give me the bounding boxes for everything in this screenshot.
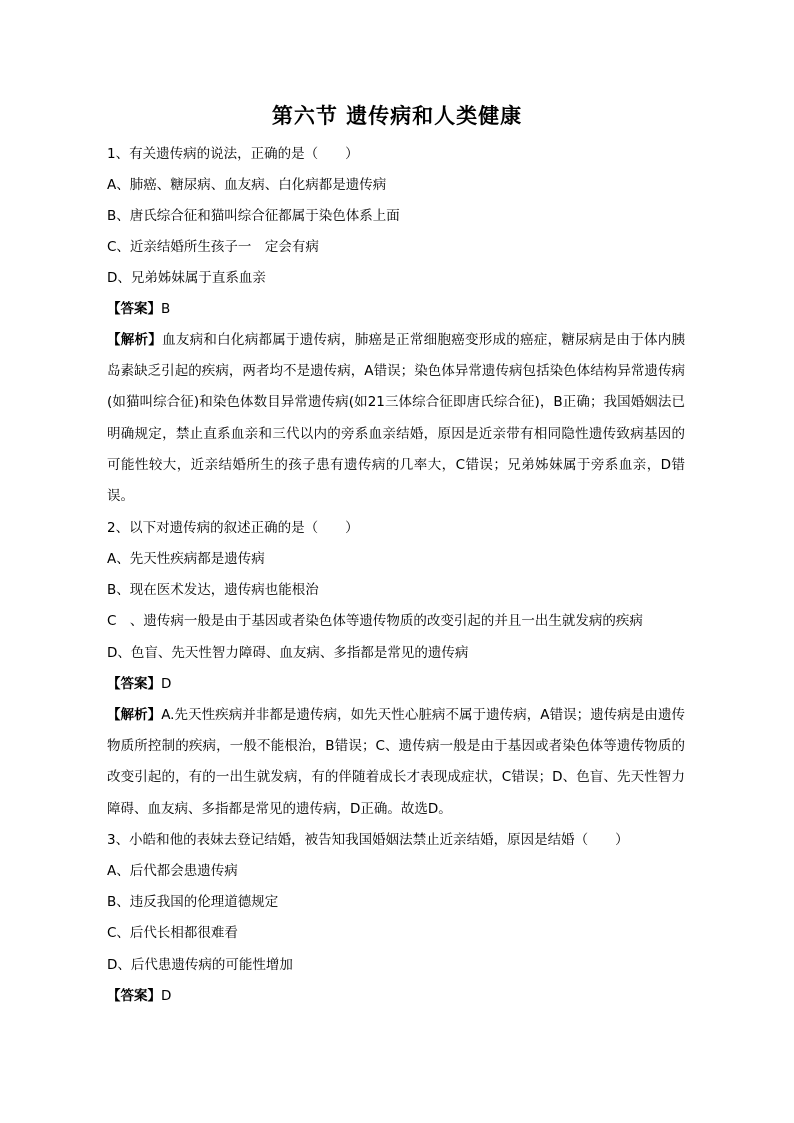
question-1-option-d: D、兄弟姊妹属于直系血亲: [107, 270, 266, 286]
answer-value: D: [161, 988, 172, 1004]
question-1-option-b: B、唐氏综合征和猫叫综合征都属于染色体系上面: [107, 208, 400, 224]
question-2-option-b: B、现在医术发达，遗传病也能根治: [107, 582, 319, 598]
question-2-option-a: A、先天性疾病都是遗传病: [107, 551, 265, 567]
question-3-option-b: B、违反我国的伦理道德规定: [107, 894, 279, 910]
analysis-tag: 【解析】: [107, 707, 162, 723]
question-3-answer: [107, 986, 171, 1006]
answer-tag: 【答案】: [107, 301, 161, 317]
analysis-text: A.先天性疾病并非都是遗传病，如先天性心脏病不属于遗传病，A错误；遗传病是由遗传物质所控制的疾病，一般不能根治，B错误；C、遗传病一般是由于基因或者染色体等遗传物质的改变引起的，有的一出生就发病，有的伴随着成长才表现成症状，C错误；D、色盲、先天性智力障碍、血友病、多指都是常见的遗传病，D正确。故选D。: [107, 707, 685, 817]
question-3-stem: 3、小皓和他的表妹去登记结婚，被告知我国婚姻法禁止近亲结婚，原因是结婚（ ）: [107, 832, 629, 848]
question-3-option-c: C、后代长相都很难看: [107, 925, 238, 941]
question-2-stem: 2、以下对遗传病的叙述正确的是（ ）: [107, 520, 359, 536]
question-1-analysis: [107, 325, 685, 512]
analysis-text: 血友病和白化病都属于遗传病，肺癌是正常细胞癌变形成的癌症，糖尿病是由于体内胰岛素缺乏引起的疾病，两者均不是遗传病，A错误；染色体异常遗传病包括染色体结构异常遗传病(如猫叫综合征)和染色体数目异常遗传病(如21三体综合征即唐氏综合征)，B正确；我国婚姻法已明确规定，禁止直系血亲和三代以内的旁系血亲结婚，原因是近亲带有相同隐性遗传致病基因的可能性较大，近亲结婚所生的孩子患有遗传病的几率大，C错误；兄弟姊妹属于旁系血亲，D错误。: [107, 332, 686, 505]
answer-value: D: [161, 676, 172, 692]
question-2-analysis: [107, 700, 685, 825]
analysis-tag: 【解析】: [107, 332, 163, 348]
answer-value: B: [161, 301, 171, 317]
question-2-answer: [107, 674, 171, 694]
question-1-stem: 1、有关遗传病的说法，正确的是（ ）: [107, 146, 359, 162]
question-1-option-a: A、肺癌、糖尿病、血友病、白化病都是遗传病: [107, 177, 387, 193]
question-3-option-d: D、后代患遗传病的可能性增加: [107, 957, 293, 973]
answer-tag: 【答案】: [107, 676, 161, 692]
question-1-answer: [107, 299, 170, 319]
question-1-option-c: C、近亲结婚所生孩子一 定会有病: [107, 239, 319, 255]
question-2-option-c: C 、遗传病一般是由于基因或者染色体等遗传物质的改变引起的并且一出生就发病的疾病: [107, 613, 643, 629]
section-title: 第六节 遗传病和人类健康: [271, 103, 523, 128]
question-2-option-d: D、色盲、先天性智力障碍、血友病、多指都是常见的遗传病: [107, 645, 469, 661]
answer-tag: 【答案】: [107, 988, 161, 1004]
question-3-option-a: A、后代都会患遗传病: [107, 863, 238, 879]
